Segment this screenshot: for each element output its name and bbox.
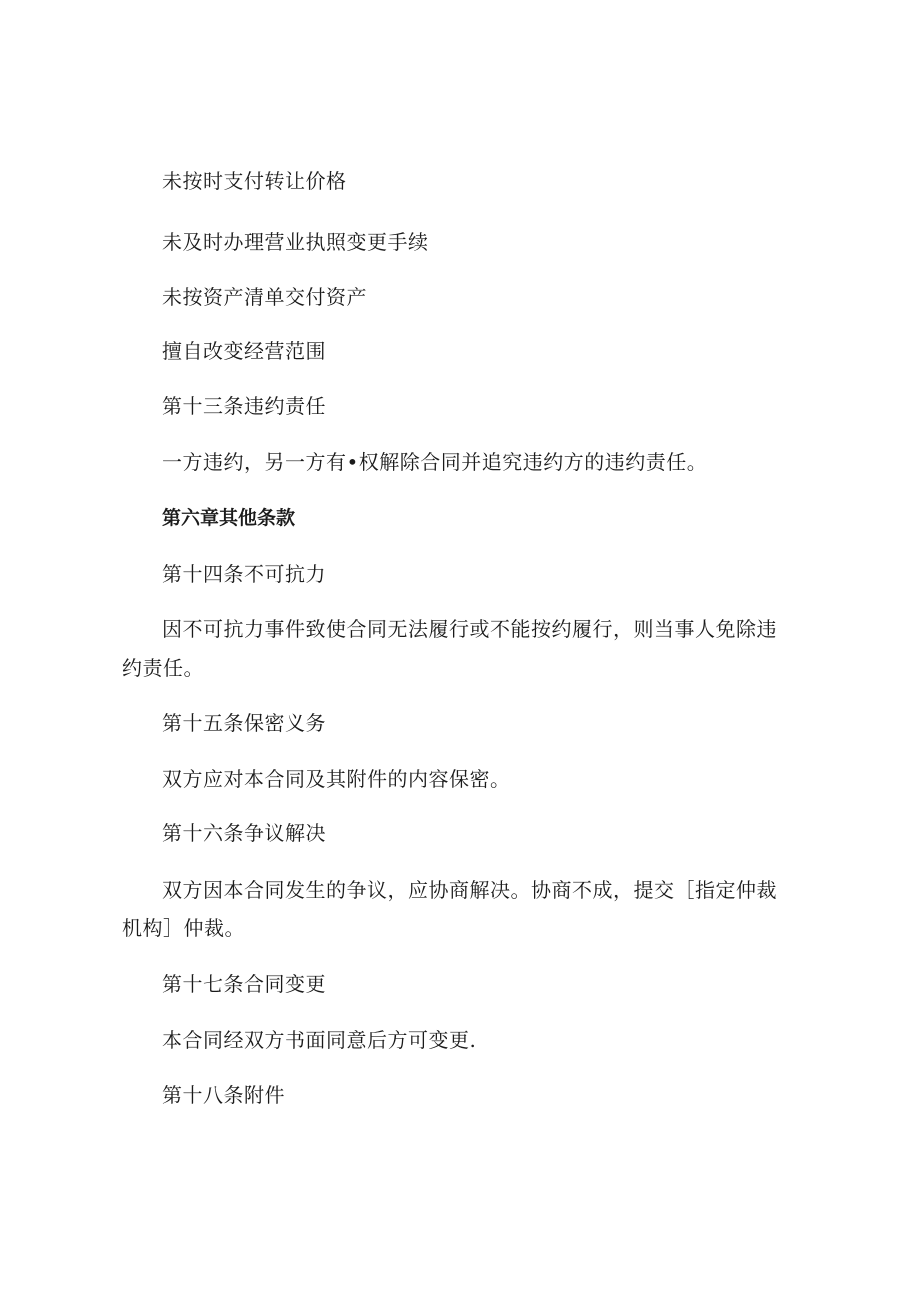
breach-item-assets: 未按资产清单交付资产 [162,285,367,309]
breach-item-payment: 未按时支付转让价格 [162,169,347,193]
article-13-body: 一方违约，另一方有•权解除合同并追究违约方的违约责任。 [162,450,708,474]
article-16-body-line-2: 机构］仲裁。 [122,916,245,940]
article-18-title: 第十八条附件 [162,1083,285,1107]
article-14-body-line-2: 约责任。 [122,656,204,680]
article-15-body: 双方应对本合同及其附件的内容保密。 [162,767,511,791]
article-14-title: 第十四条不可抗力 [162,562,326,586]
breach-item-license: 未及时办理营业执照变更手续 [162,230,429,254]
article-16-title: 第十六条争议解决 [162,821,326,845]
article-16-body-line-1: 双方因本合同发生的争议，应协商解决。协商不成，提交［指定仲裁 [162,878,777,902]
article-15-title: 第十五条保密义务 [162,711,326,735]
chapter-6-title: 第六章其他条款 [162,507,296,529]
article-14-body-line-1: 因不可抗力事件致使合同无法履行或不能按约履行，则当事人免除违 [162,617,777,641]
article-17-body: 本合同经双方书面同意后方可变更. [162,1028,477,1052]
article-13-title: 第十三条违约责任 [162,394,326,418]
breach-item-scope: 擅自改变经营范围 [162,339,326,363]
article-17-title: 第十七条合同变更 [162,972,326,996]
